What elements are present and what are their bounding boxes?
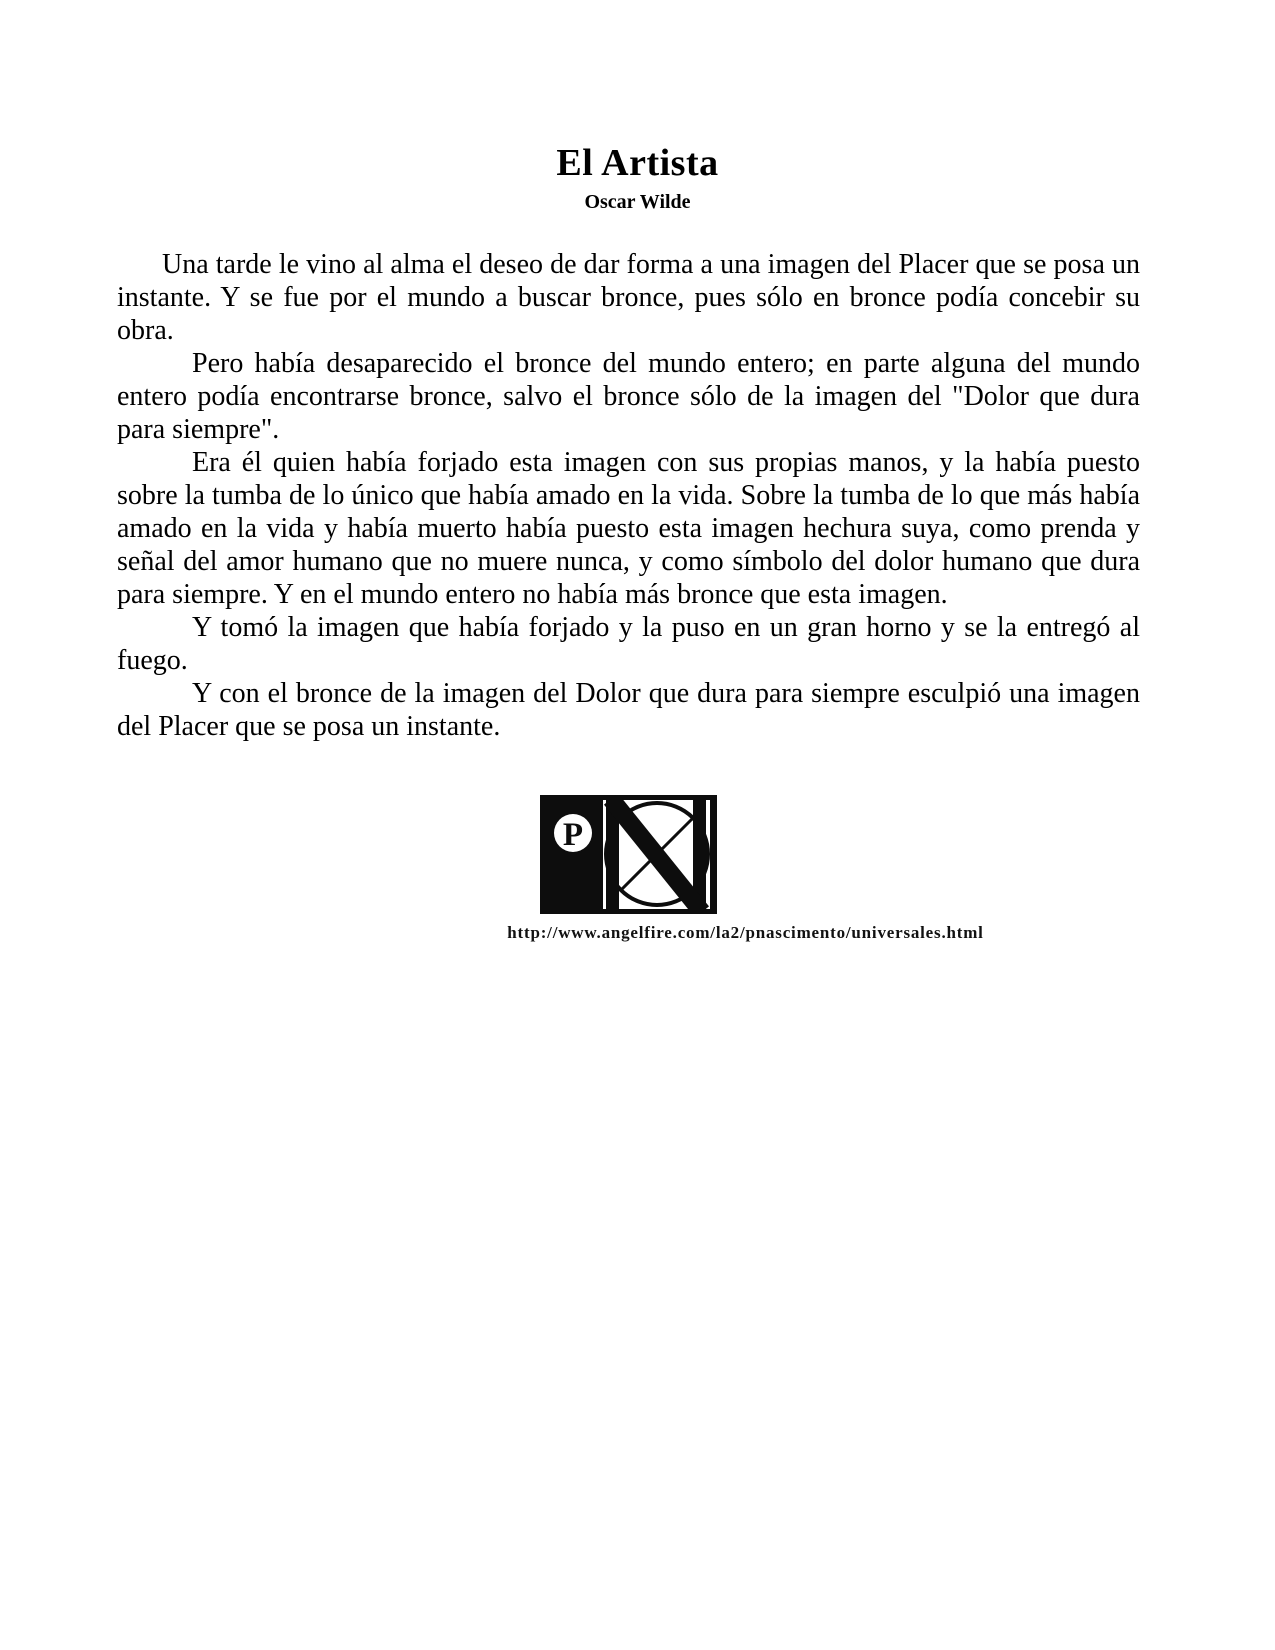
paragraph-2: Pero había desaparecido el bronce del mundo entero; en parte alguna del mundo entero podía encontrarse bronce, salvo el bronce sólo de la imagen del "Dolor que dura para siempre". xyxy=(117,348,1140,445)
page-title: El Artista xyxy=(556,142,719,184)
paragraph-5: Y con el bronce de la imagen del Dolor que dura para siempre esculpió una imagen del Placer que se posa un instante. xyxy=(117,678,1140,742)
author-name: Oscar Wilde xyxy=(584,191,691,213)
publisher-logo-block xyxy=(117,795,1140,943)
story-body xyxy=(117,248,1140,743)
paragraph-3: Era él quien había forjado esta imagen con sus propias manos, y la había puesto sobre la tumba de lo único que había amado en la vida. Sobre la tumba de lo que más había amado en la vida y había muerto había puesto esta imagen hechura suya, como prenda y señal del amor humano que no muere nunca, y como símbolo del dolor humano que dura para siempre. Y en el mundo entero no había más bronce que esta imagen. xyxy=(117,447,1140,610)
source-url-text: http://www.angelfire.com/la2/pnascimento/universales.html xyxy=(507,923,984,942)
paragraph-4: Y tomó la imagen que había forjado y la puso en un gran horno y se la entregó al fuego. xyxy=(117,612,1140,676)
document-header xyxy=(0,0,1275,212)
pnascimento-logo-icon xyxy=(540,795,717,914)
paragraph-1: Una tarde le vino al alma el deseo de dar forma a una imagen del Placer que se posa un instante. Y se fue por el mundo a buscar bronce, pues sólo en bronce podía concebir su obra. xyxy=(117,249,1140,346)
logo-p-letter: P xyxy=(562,817,584,853)
